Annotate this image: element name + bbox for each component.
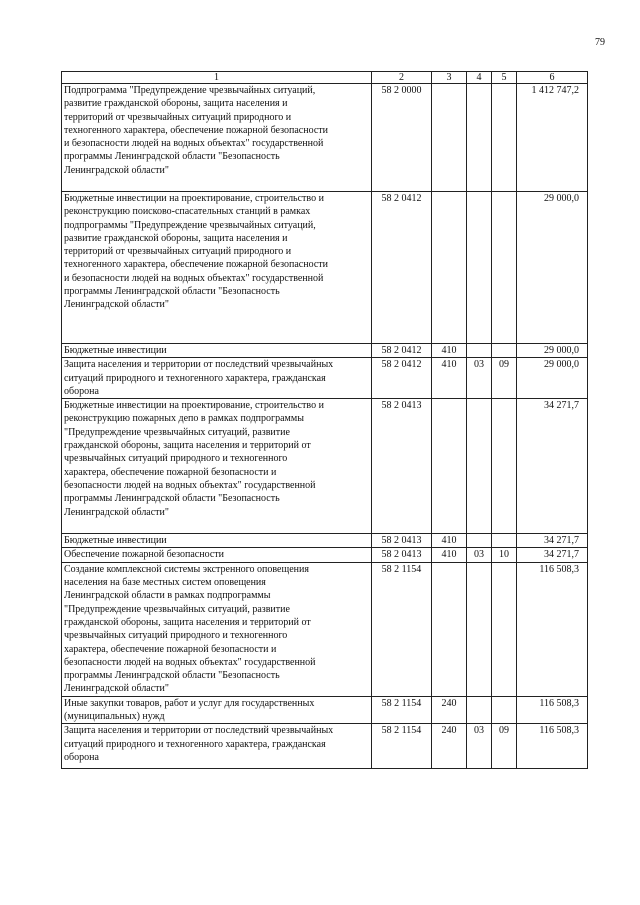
amount-cell: 34 271,7	[517, 548, 588, 562]
description-line: развитие гражданской обороны, защита населения и	[64, 232, 288, 244]
description-line: и безопасности людей на водных объектах" государственной	[64, 272, 324, 284]
subsection-cell	[492, 192, 517, 344]
section-cell: 03	[467, 724, 492, 769]
amount-cell: 116 508,3	[517, 724, 588, 769]
type-cell: 410	[432, 548, 467, 562]
description-line: Бюджетные инвестиции на проектирование, строительство и	[64, 400, 324, 412]
amount-cell: 1 412 747,2	[517, 84, 588, 192]
description-cell	[62, 724, 372, 769]
amount-cell: 34 271,7	[517, 534, 588, 548]
description-line: территорий от чрезвычайных ситуаций природного и	[64, 111, 292, 123]
description-line: Подпрограмма "Предупреждение чрезвычайных ситуаций,	[64, 85, 316, 96]
subsection-cell	[492, 84, 517, 192]
description-line: и безопасности людей на водных объектах" государственной	[64, 138, 324, 150]
description-line: ситуаций природного и техногенного характера, гражданская	[64, 738, 326, 750]
description-line: Ленинградской области"	[64, 299, 169, 311]
code-cell: 58 2 0413	[372, 399, 432, 534]
description-line: характера, обеспечение пожарной безопасности и	[64, 643, 277, 655]
amount-cell: 29 000,0	[517, 192, 588, 344]
description-line: характера, обеспечение пожарной безопасности и	[64, 466, 277, 478]
description-line: техногенного характера, обеспечение пожарной безопасности	[64, 124, 328, 136]
description-cell	[62, 344, 372, 358]
description-line: территорий от чрезвычайных ситуаций природного и	[64, 246, 292, 258]
amount-cell: 116 508,3	[517, 562, 588, 696]
description-line: реконструкцию пожарных депо в рамках подпрограммы	[64, 413, 304, 425]
code-cell: 58 2 0412	[372, 358, 432, 399]
description-line: Бюджетные инвестиции	[64, 345, 167, 356]
header-cell: 5	[492, 72, 517, 84]
header-row	[62, 72, 588, 84]
table-row	[62, 84, 588, 192]
description-line: гражданской обороны, защита населения и территорий от	[64, 440, 311, 452]
subsection-cell	[492, 562, 517, 696]
description-line: Создание комплексной системы экстренного оповещения	[64, 563, 309, 575]
description-cell	[62, 399, 372, 534]
code-cell: 58 2 0413	[372, 534, 432, 548]
table-row	[62, 534, 588, 548]
description-line: чрезвычайных ситуаций природного и техногенного	[64, 453, 288, 465]
type-cell: 240	[432, 724, 467, 769]
header-cell: 4	[467, 72, 492, 84]
description-line: "Предупреждение чрезвычайных ситуаций, развитие	[64, 603, 290, 615]
table-row	[62, 696, 588, 724]
description-line: программы Ленинградской области "Безопасность	[64, 670, 280, 682]
description-cell	[62, 84, 372, 192]
section-cell	[467, 344, 492, 358]
description-line: безопасности людей на водных объектах" государственной	[64, 656, 316, 668]
description-line: Защита населения и территории от последствий чрезвычайных	[64, 359, 334, 371]
description-line: Ленинградской области в рамках подпрограммы	[64, 590, 271, 602]
description-cell	[62, 696, 372, 724]
description-line: "Предупреждение чрезвычайных ситуаций, развитие	[64, 426, 290, 438]
description-line: развитие гражданской обороны, защита населения и	[64, 98, 288, 110]
description-line: (муниципальных) нужд	[64, 711, 165, 723]
description-line: подпрограммы "Предупреждение чрезвычайных ситуаций,	[64, 219, 316, 231]
section-cell: 03	[467, 358, 492, 399]
type-cell	[432, 84, 467, 192]
table-row	[62, 562, 588, 696]
description-line: программы Ленинградской области "Безопасность	[64, 286, 280, 298]
table-row	[62, 548, 588, 562]
type-cell: 410	[432, 344, 467, 358]
description-line: Иные закупки товаров, работ и услуг для государственных	[64, 697, 315, 709]
description-line: реконструкцию поисково-спасательных станций в рамках	[64, 206, 311, 218]
section-cell	[467, 534, 492, 548]
description-line: техногенного характера, обеспечение пожарной безопасности	[64, 259, 328, 271]
table-row	[62, 399, 588, 534]
subsection-cell	[492, 399, 517, 534]
type-cell	[432, 192, 467, 344]
description-line: программы Ленинградской области "Безопасность	[64, 151, 280, 163]
header-cell: 2	[372, 72, 432, 84]
description-line: Бюджетные инвестиции на проектирование, строительство и	[64, 193, 324, 204]
description-cell	[62, 548, 372, 562]
section-cell	[467, 192, 492, 344]
subsection-cell: 09	[492, 724, 517, 769]
amount-cell: 116 508,3	[517, 696, 588, 724]
table-row	[62, 724, 588, 769]
section-cell	[467, 696, 492, 724]
code-cell: 58 2 1154	[372, 562, 432, 696]
description-line: оборона	[64, 751, 99, 763]
description-line: населения на базе местных систем оповещения	[64, 577, 266, 589]
description-line: Ленинградской области"	[64, 164, 169, 176]
section-cell	[467, 84, 492, 192]
budget-table	[61, 71, 588, 769]
subsection-cell	[492, 534, 517, 548]
code-cell: 58 2 0413	[372, 548, 432, 562]
description-line: Бюджетные инвестиции	[64, 535, 167, 547]
description-line: безопасности людей на водных объектах" государственной	[64, 479, 316, 491]
code-cell: 58 2 0412	[372, 344, 432, 358]
table-row	[62, 358, 588, 399]
description-cell	[62, 192, 372, 344]
code-cell: 58 2 1154	[372, 696, 432, 724]
description-line: гражданской обороны, защита населения и территорий от	[64, 616, 311, 628]
header-cell: 1	[62, 72, 372, 84]
amount-cell: 34 271,7	[517, 399, 588, 534]
description-cell	[62, 358, 372, 399]
type-cell: 240	[432, 696, 467, 724]
description-line: ситуаций природного и техногенного характера, гражданская	[64, 372, 326, 384]
type-cell: 410	[432, 358, 467, 399]
table-row	[62, 344, 588, 358]
section-cell	[467, 399, 492, 534]
description-line: чрезвычайных ситуаций природного и техногенного	[64, 630, 288, 642]
description-line: Ленинградской области"	[64, 683, 169, 695]
page-number: 79	[595, 37, 605, 48]
table-row	[62, 192, 588, 344]
code-cell: 58 2 0000	[372, 84, 432, 192]
section-cell: 03	[467, 548, 492, 562]
description-line: программы Ленинградской области "Безопасность	[64, 493, 280, 505]
type-cell: 410	[432, 534, 467, 548]
subsection-cell: 09	[492, 358, 517, 399]
description-cell	[62, 562, 372, 696]
description-line: оборона	[64, 385, 99, 397]
subsection-cell: 10	[492, 548, 517, 562]
code-cell: 58 2 0412	[372, 192, 432, 344]
amount-cell: 29 000,0	[517, 358, 588, 399]
type-cell	[432, 399, 467, 534]
code-cell: 58 2 1154	[372, 724, 432, 769]
subsection-cell	[492, 696, 517, 724]
amount-cell: 29 000,0	[517, 344, 588, 358]
description-cell	[62, 534, 372, 548]
section-cell	[467, 562, 492, 696]
subsection-cell	[492, 344, 517, 358]
type-cell	[432, 562, 467, 696]
description-line: Защита населения и территории от последствий чрезвычайных	[64, 725, 334, 737]
header-cell: 6	[517, 72, 588, 84]
header-cell: 3	[432, 72, 467, 84]
description-line: Ленинградской области"	[64, 506, 169, 518]
description-line: Обеспечение пожарной безопасности	[64, 549, 225, 561]
